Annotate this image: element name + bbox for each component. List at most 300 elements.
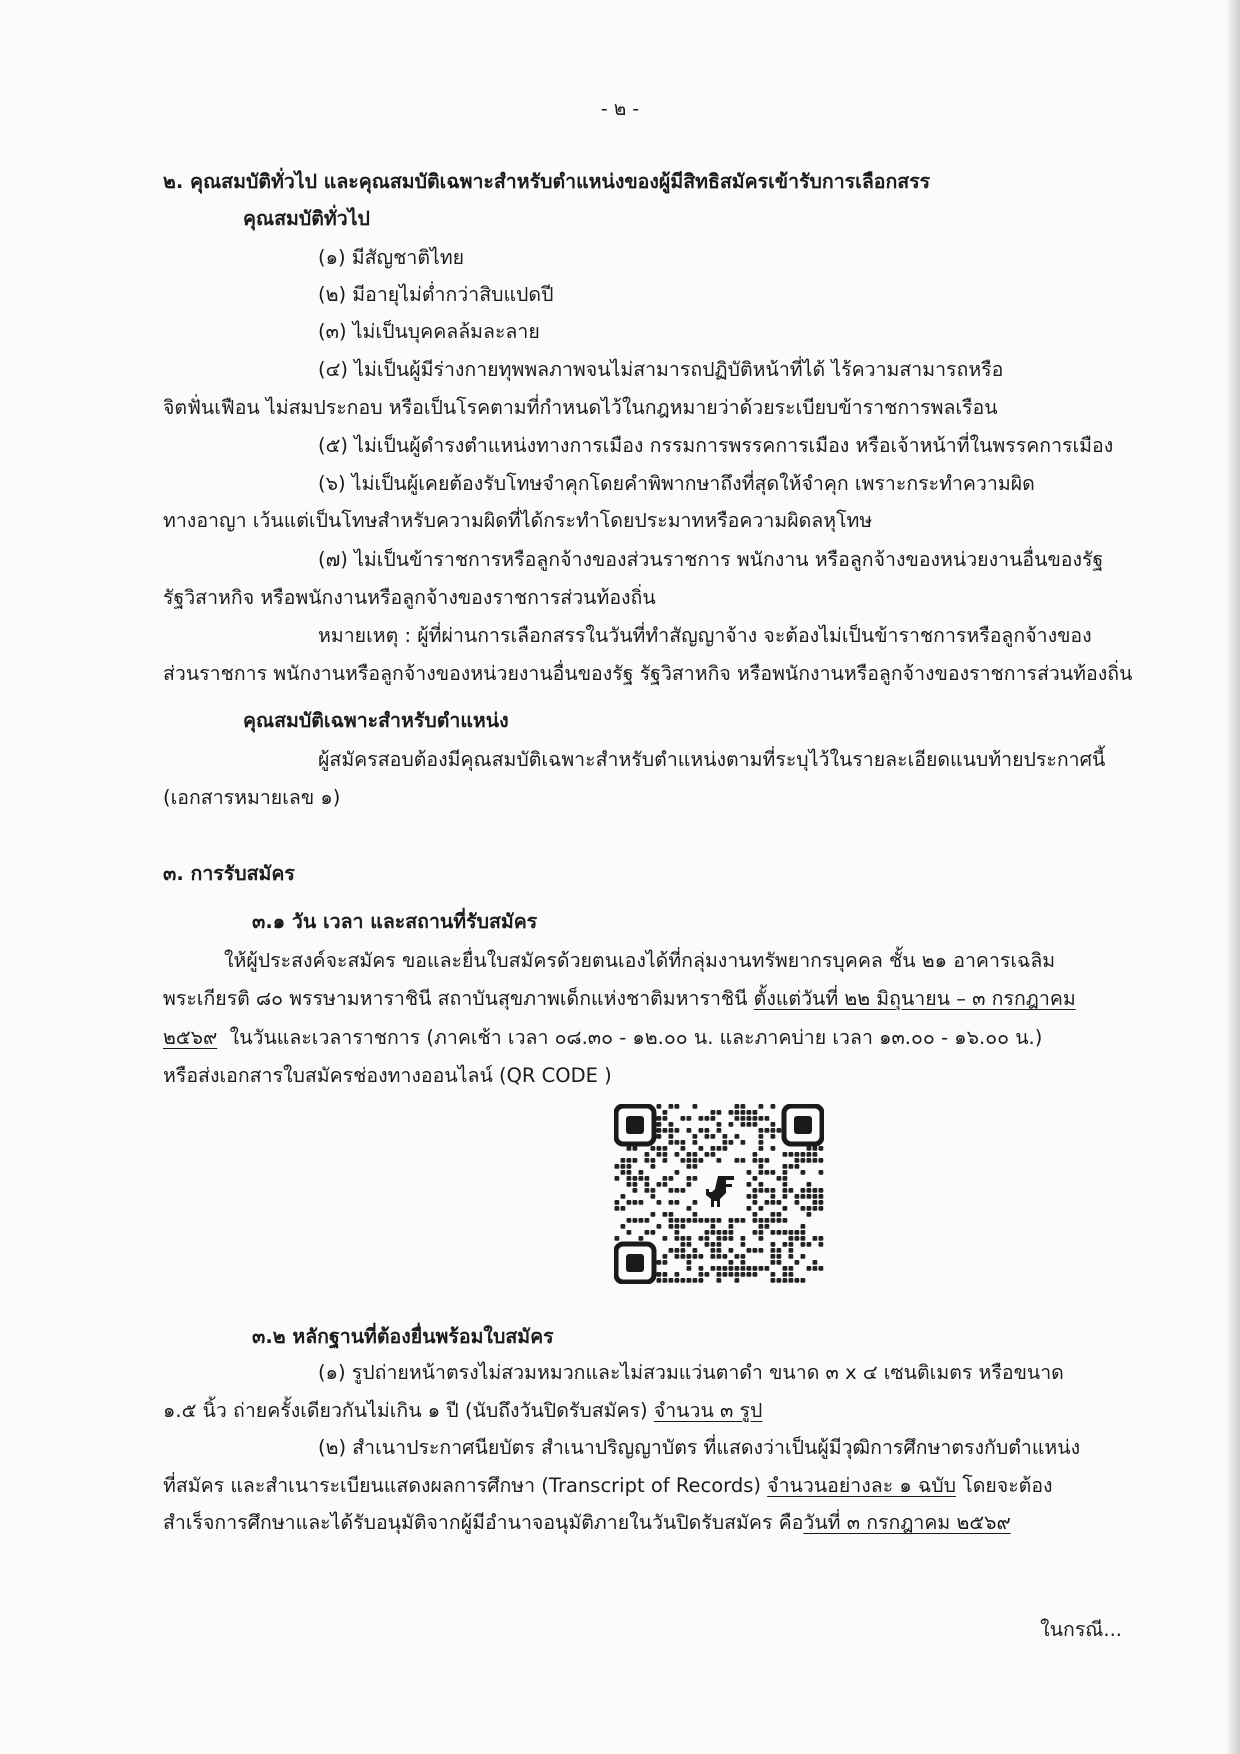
qr-module: [669, 1248, 674, 1253]
qr-module: [771, 1194, 776, 1199]
qr-module: [663, 1152, 668, 1157]
qr-module: [681, 1218, 686, 1223]
qr-module: [675, 1170, 680, 1175]
qr-module: [711, 1230, 716, 1235]
photo-requirement: ๑.๕ นิ้ว ถ่ายครั้งเดียวกันไม่เกิน ๑ ปี (นับถึงวันปิดรับสมัคร): [163, 1399, 654, 1422]
qr-module: [813, 1194, 818, 1199]
qr-module: [741, 1266, 746, 1271]
qr-module: [711, 1242, 716, 1247]
qr-module: [651, 1158, 656, 1163]
qr-module: [741, 1260, 746, 1265]
qr-module: [801, 1254, 806, 1259]
qr-module: [705, 1218, 710, 1223]
qr-module: [663, 1254, 668, 1259]
section-3-heading: ๓. การรับสมัคร: [163, 862, 295, 885]
qr-module: [819, 1242, 824, 1247]
qr-module: [777, 1260, 782, 1265]
qr-module: [741, 1242, 746, 1247]
qr-module: [765, 1170, 770, 1175]
qr-module: [735, 1134, 740, 1139]
qr-module: [651, 1164, 656, 1169]
qr-module: [819, 1188, 824, 1193]
qr-module: [813, 1146, 818, 1151]
qr-module: [645, 1230, 650, 1235]
qr-module: [759, 1206, 764, 1211]
qr-module: [705, 1236, 710, 1241]
qualification-item-7: (๗) ไม่เป็นข้าราชการหรือลูกจ้างของส่วนราชการ พนักงาน หรือลูกจ้างของหน่วยงานอื่นของรัฐ: [318, 548, 1104, 571]
qr-module: [717, 1110, 722, 1115]
qr-module: [711, 1134, 716, 1139]
qr-module: [741, 1110, 746, 1115]
qr-module: [753, 1110, 758, 1115]
qr-module: [753, 1218, 758, 1223]
qr-module: [669, 1128, 674, 1133]
qr-module: [795, 1158, 800, 1163]
qr-module: [621, 1194, 626, 1199]
qr-module: [777, 1254, 782, 1259]
qr-module: [771, 1134, 776, 1139]
subsection-3-2-line-5: [163, 1513, 1011, 1533]
qualification-item-6: (๖) ไม่เป็นผู้เคยต้องรับโทษจำคุกโดยคำพิพากษาถึงที่สุดให้จำคุก เพราะกระทำความผิด: [318, 472, 1035, 495]
qr-module: [729, 1224, 734, 1229]
qr-module: [795, 1278, 800, 1283]
qr-module: [759, 1134, 764, 1139]
qr-module: [633, 1188, 638, 1193]
qualification-item-6-cont: ทางอาญา เว้นแต่เป็นโทษสำหรับความผิดที่ได้กระทำโดยประมาทหรือความผิดลหุโทษ: [163, 509, 873, 532]
qr-module: [615, 1236, 620, 1241]
qr-module: [699, 1236, 704, 1241]
qr-module: [759, 1140, 764, 1145]
qr-module: [747, 1194, 752, 1199]
qr-module: [669, 1218, 674, 1223]
section-2-heading: ๒. คุณสมบัติทั่วไป และคุณสมบัติเฉพาะสำหรับตำแหน่งของผู้มีสิทธิสมัครเข้ารับการเลือกสรร: [163, 170, 931, 193]
qr-module: [693, 1158, 698, 1163]
note-line-1: หมายเหตุ : ผู้ที่ผ่านการเลือกสรรในวันที่ทำสัญญาจ้าง จะต้องไม่เป็นข้าราชการหรือลูกจ้างของ: [318, 624, 1092, 647]
qr-module: [813, 1152, 818, 1157]
qr-module: [801, 1188, 806, 1193]
qr-code-image[interactable]: [614, 1104, 824, 1284]
general-qualifications-title: คุณสมบัติทั่วไป: [243, 207, 370, 230]
subsection-3-1-title: ๓.๑ วัน เวลา และสถานที่รับสมัคร: [252, 910, 538, 933]
qr-module: [759, 1188, 764, 1193]
qr-module: [765, 1224, 770, 1229]
qr-module: [639, 1176, 644, 1181]
qr-module: [705, 1272, 710, 1277]
qr-module: [669, 1200, 674, 1205]
qr-module: [735, 1272, 740, 1277]
qr-module: [723, 1146, 728, 1151]
dinosaur-logo-icon: [706, 1176, 734, 1207]
subsection-3-1-line-1: ให้ผู้ประสงค์จะสมัคร ขอและยื่นใบสมัครด้วยตนเองได้ที่กลุ่มงานทรัพยากรบุคคล ชั้น ๒๑ อาคารเฉลิม: [224, 949, 1056, 972]
qr-module: [681, 1248, 686, 1253]
qr-module: [669, 1188, 674, 1193]
qr-module: [741, 1140, 746, 1145]
qr-module: [801, 1278, 806, 1283]
qr-module: [789, 1164, 794, 1169]
qr-module: [753, 1176, 758, 1181]
qr-module: [669, 1224, 674, 1229]
qr-module: [633, 1146, 638, 1151]
qr-module: [687, 1236, 692, 1241]
qr-module: [801, 1170, 806, 1175]
qr-module: [621, 1170, 626, 1175]
qr-module: [657, 1272, 662, 1277]
qr-module: [657, 1116, 662, 1121]
qr-module: [777, 1212, 782, 1217]
qr-module: [621, 1158, 626, 1163]
subsection-3-2-line-1: (๑) รูปถ่ายหน้าตรงไม่สวมหมวกและไม่สวมแว่นตาดำ ขนาด ๓ x ๔ เซนติเมตร หรือขนาด: [318, 1361, 1064, 1384]
qr-module: [615, 1206, 620, 1211]
qr-module: [663, 1260, 668, 1265]
qr-module: [627, 1164, 632, 1169]
qr-module: [675, 1272, 680, 1277]
qr-module: [717, 1236, 722, 1241]
qr-module: [807, 1194, 812, 1199]
note-line-2: ส่วนราชการ พนักงานหรือลูกจ้างของหน่วยงานอื่นของรัฐ รัฐวิสาหกิจ หรือพนักงานหรือลูกจ้างของราชการส่วนท้องถิ่น: [163, 662, 1133, 685]
qr-module: [813, 1188, 818, 1193]
qr-module: [663, 1176, 668, 1181]
qr-module: [741, 1122, 746, 1127]
qualification-item-4-cont: จิตฟั่นเฟือน ไม่สมประกอบ หรือเป็นโรคตามที่กำหนดไว้ในกฎหมายว่าด้วยระเบียบข้าราชการพลเรือน: [163, 396, 998, 419]
qr-module: [807, 1188, 812, 1193]
qr-module: [693, 1176, 698, 1181]
qr-module: [699, 1146, 704, 1151]
qr-module: [639, 1170, 644, 1175]
qr-module: [789, 1236, 794, 1241]
qr-module: [705, 1230, 710, 1235]
qr-module: [687, 1128, 692, 1133]
qr-module: [675, 1248, 680, 1253]
qr-module: [693, 1140, 698, 1145]
qr-module: [735, 1266, 740, 1271]
qr-module: [639, 1218, 644, 1223]
qr-module: [747, 1182, 752, 1187]
qr-module: [711, 1110, 716, 1115]
qr-module: [699, 1218, 704, 1223]
qr-module: [669, 1176, 674, 1181]
qr-module: [639, 1200, 644, 1205]
qr-module: [711, 1224, 716, 1229]
qr-module: [687, 1254, 692, 1259]
qr-module: [657, 1200, 662, 1205]
qr-module: [705, 1242, 710, 1247]
qr-module: [807, 1152, 812, 1157]
qr-module: [747, 1122, 752, 1127]
qr-module: [705, 1116, 710, 1121]
qr-module: [681, 1140, 686, 1145]
qr-module: [657, 1134, 662, 1139]
qr-module: [789, 1188, 794, 1193]
qr-module: [675, 1278, 680, 1283]
qr-module: [789, 1152, 794, 1157]
qr-module: [747, 1266, 752, 1271]
qr-module: [747, 1206, 752, 1211]
qr-module: [669, 1212, 674, 1217]
qr-module: [681, 1254, 686, 1259]
qr-module: [777, 1248, 782, 1253]
qr-module: [669, 1278, 674, 1283]
qr-module: [729, 1140, 734, 1145]
qr-module: [717, 1230, 722, 1235]
qr-module: [675, 1218, 680, 1223]
qr-module: [639, 1236, 644, 1241]
qr-module: [717, 1122, 722, 1127]
qr-module: [615, 1164, 620, 1169]
qr-module: [759, 1236, 764, 1241]
qr-module: [735, 1254, 740, 1259]
qr-module: [693, 1200, 698, 1205]
qr-module: [801, 1224, 806, 1229]
qr-module: [675, 1224, 680, 1229]
qr-module: [657, 1122, 662, 1127]
qr-module: [627, 1146, 632, 1151]
qr-module: [693, 1164, 698, 1169]
qr-module: [627, 1176, 632, 1181]
qr-module: [777, 1128, 782, 1133]
qr-module: [759, 1266, 764, 1271]
qr-module: [657, 1104, 662, 1109]
qr-module: [735, 1218, 740, 1223]
qr-module: [657, 1152, 662, 1157]
qr-module: [663, 1158, 668, 1163]
qr-module: [711, 1266, 716, 1271]
qr-module: [693, 1152, 698, 1157]
qr-module: [717, 1158, 722, 1163]
qr-module: [717, 1242, 722, 1247]
qr-module: [747, 1170, 752, 1175]
subsection-3-2-line-4: [163, 1476, 1053, 1496]
qr-module: [735, 1158, 740, 1163]
qr-module: [783, 1152, 788, 1157]
qr-module: [699, 1254, 704, 1259]
qr-module: [795, 1164, 800, 1169]
qr-module: [723, 1134, 728, 1139]
specific-qualifications-line-1: ผู้สมัครสอบต้องมีคุณสมบัติเฉพาะสำหรับตำแหน่งตามที่ระบุไว้ในรายละเอียดแนบท้ายประกาศนี้: [318, 748, 1106, 771]
qr-module: [615, 1176, 620, 1181]
subsection-3-1-line-2: [163, 989, 1076, 1009]
qr-module: [687, 1260, 692, 1265]
qr-module: [789, 1248, 794, 1253]
qr-module: [813, 1266, 818, 1271]
qr-module: [783, 1194, 788, 1199]
qr-module: [771, 1272, 776, 1277]
closing-date: วันที่ ๓ กรกฎาคม ๒๕๖๙: [803, 1511, 1011, 1534]
qr-module: [633, 1158, 638, 1163]
qr-module: [735, 1104, 740, 1109]
qr-module: [723, 1254, 728, 1259]
qr-module: [771, 1218, 776, 1223]
qr-module: [741, 1116, 746, 1121]
qr-module: [723, 1266, 728, 1271]
qr-module: [627, 1218, 632, 1223]
qr-module: [675, 1230, 680, 1235]
qr-module: [705, 1134, 710, 1139]
qr-module: [819, 1266, 824, 1271]
transcript-text-end: โดยจะต้อง: [956, 1474, 1053, 1497]
qr-module: [759, 1164, 764, 1169]
qr-module: [687, 1158, 692, 1163]
specific-qualifications-title: คุณสมบัติเฉพาะสำหรับตำแหน่ง: [243, 709, 509, 732]
qr-module: [621, 1224, 626, 1229]
qr-module: [807, 1206, 812, 1211]
qr-module: [783, 1278, 788, 1283]
qr-module: [783, 1188, 788, 1193]
qualification-item-1: (๑) มีสัญชาติไทย: [318, 246, 465, 269]
qr-module: [687, 1116, 692, 1121]
qr-module: [729, 1110, 734, 1115]
qr-module: [759, 1230, 764, 1235]
qr-module: [789, 1278, 794, 1283]
qr-module: [783, 1206, 788, 1211]
qr-module: [741, 1236, 746, 1241]
qr-module: [807, 1266, 812, 1271]
qr-module: [777, 1200, 782, 1205]
qr-module: [663, 1182, 668, 1187]
qr-module: [771, 1230, 776, 1235]
qualification-item-3: (๓) ไม่เป็นบุคคลล้มละลาย: [318, 320, 540, 343]
qr-module: [765, 1128, 770, 1133]
qr-module: [807, 1212, 812, 1217]
qr-module: [711, 1218, 716, 1223]
qr-module: [735, 1278, 740, 1283]
qr-module: [759, 1158, 764, 1163]
qr-module: [723, 1236, 728, 1241]
qr-module: [771, 1248, 776, 1253]
qr-module: [657, 1182, 662, 1187]
qr-module: [819, 1200, 824, 1205]
qr-module: [789, 1242, 794, 1247]
qr-module: [729, 1260, 734, 1265]
qr-module: [645, 1152, 650, 1157]
qr-module: [663, 1236, 668, 1241]
qr-module: [675, 1188, 680, 1193]
qr-module: [777, 1218, 782, 1223]
qr-module: [813, 1236, 818, 1241]
qr-module: [693, 1278, 698, 1283]
qr-module: [711, 1152, 716, 1157]
qr-module: [663, 1146, 668, 1151]
qr-module: [771, 1170, 776, 1175]
qr-module: [795, 1236, 800, 1241]
qr-module: [705, 1152, 710, 1157]
qr-module: [621, 1206, 626, 1211]
qr-module: [759, 1218, 764, 1223]
qr-module: [789, 1272, 794, 1277]
page-number: - ๒ -: [600, 98, 640, 120]
qr-module: [657, 1224, 662, 1229]
qr-module: [777, 1230, 782, 1235]
qr-module: [657, 1278, 662, 1283]
qr-module: [783, 1170, 788, 1175]
qr-module: [699, 1278, 704, 1283]
qr-module: [819, 1206, 824, 1211]
qr-module: [627, 1158, 632, 1163]
qr-module: [741, 1104, 746, 1109]
qr-module: [717, 1146, 722, 1151]
qr-module: [747, 1116, 752, 1121]
qr-module: [681, 1236, 686, 1241]
qr-module: [717, 1278, 722, 1283]
qr-module: [783, 1230, 788, 1235]
qr-module: [615, 1200, 620, 1205]
qr-module: [813, 1200, 818, 1205]
qr-module: [681, 1116, 686, 1121]
qr-module: [651, 1188, 656, 1193]
qr-module: [801, 1230, 806, 1235]
qr-module: [651, 1230, 656, 1235]
approval-text: สำเร็จการศึกษาและได้รับอนุมัติจากผู้มีอำนาจอนุมัติภายในวันปิดรับสมัคร คือ: [163, 1511, 804, 1534]
qr-module: [663, 1110, 668, 1115]
qr-module: [699, 1116, 704, 1121]
qr-module: [771, 1200, 776, 1205]
qr-module: [813, 1158, 818, 1163]
qr-module: [645, 1176, 650, 1181]
photo-count: จำนวน ๓ รูป: [653, 1399, 763, 1422]
qr-module: [789, 1266, 794, 1271]
qr-module: [765, 1200, 770, 1205]
qr-module: [819, 1146, 824, 1151]
qr-module: [771, 1254, 776, 1259]
qr-module: [675, 1128, 680, 1133]
qr-module: [771, 1242, 776, 1247]
qr-module: [669, 1104, 674, 1109]
qr-module: [747, 1248, 752, 1253]
qr-module: [729, 1122, 734, 1127]
qualification-item-7-cont: รัฐวิสาหกิจ หรือพนักงานหรือลูกจ้างของราชการส่วนท้องถิ่น: [163, 586, 656, 609]
qualification-item-4: (๔) ไม่เป็นผู้มีร่างกายทุพพลภาพจนไม่สามารถปฏิบัติหน้าที่ได้ ไร้ความสามารถหรือ: [318, 358, 1004, 381]
qr-module: [729, 1266, 734, 1271]
qr-module: [819, 1158, 824, 1163]
qr-module: [711, 1146, 716, 1151]
qr-module: [753, 1158, 758, 1163]
qr-module: [675, 1152, 680, 1157]
qr-module: [771, 1212, 776, 1217]
qr-module: [753, 1272, 758, 1277]
qr-module: [717, 1128, 722, 1133]
qr-module: [681, 1278, 686, 1283]
qr-module: [651, 1146, 656, 1151]
qr-module: [753, 1188, 758, 1193]
qr-module: [759, 1128, 764, 1133]
qr-module: [633, 1176, 638, 1181]
qr-module: [681, 1158, 686, 1163]
qr-module: [813, 1206, 818, 1211]
qr-module: [795, 1194, 800, 1199]
qr-module: [747, 1272, 752, 1277]
qr-module: [729, 1272, 734, 1277]
line-2-text: พระเกียรติ ๘๐ พรรษามหาราชินี สถาบันสุขภาพเด็กแห่งชาติมหาราชินี: [163, 987, 754, 1010]
qr-module: [645, 1188, 650, 1193]
qr-module: [783, 1182, 788, 1187]
qr-module: [765, 1116, 770, 1121]
qr-module: [699, 1158, 704, 1163]
qr-module: [675, 1254, 680, 1259]
qr-module: [783, 1164, 788, 1169]
qr-module: [645, 1182, 650, 1187]
qr-module: [657, 1260, 662, 1265]
qr-module: [651, 1212, 656, 1217]
qr-module: [657, 1146, 662, 1151]
application-year: ๒๕๖๙: [163, 1026, 218, 1049]
qr-module: [753, 1122, 758, 1127]
qr-module: [675, 1104, 680, 1109]
qr-module: [771, 1278, 776, 1283]
qr-module: [789, 1254, 794, 1259]
qr-module: [759, 1146, 764, 1151]
qr-module: [753, 1230, 758, 1235]
qr-module: [693, 1218, 698, 1223]
qr-module: [687, 1206, 692, 1211]
